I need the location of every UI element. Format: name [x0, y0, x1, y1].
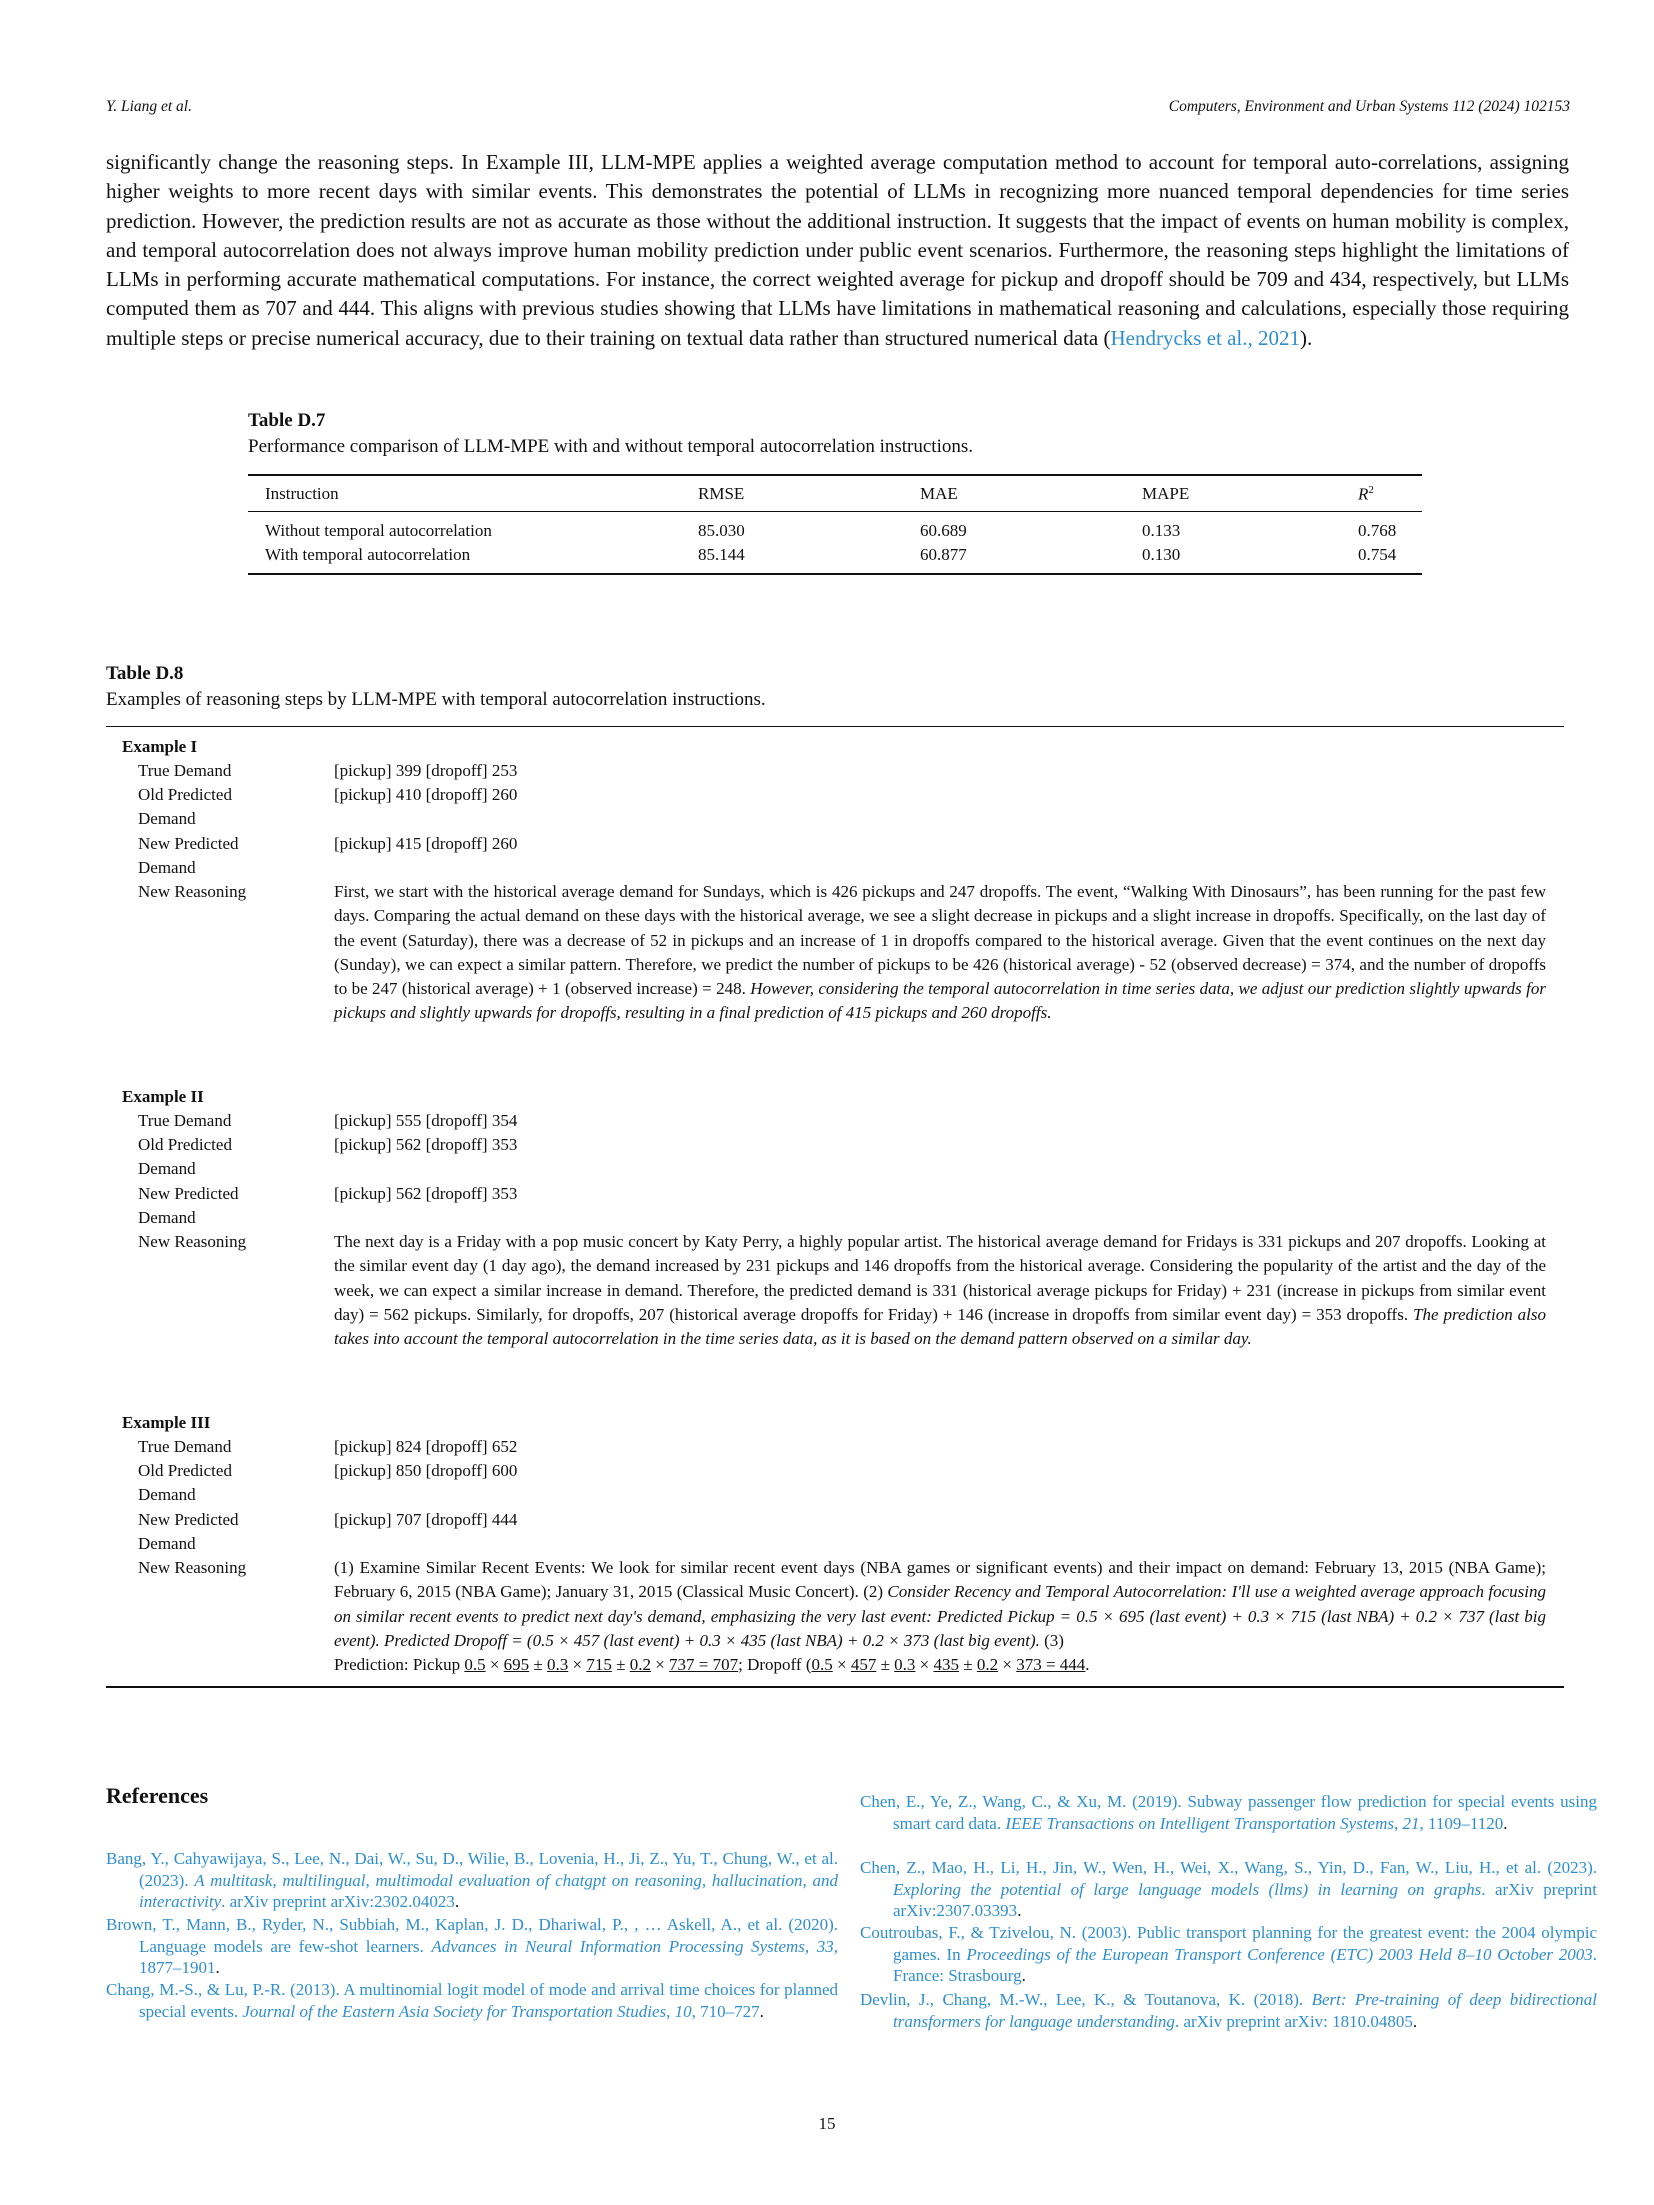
- example-3-reasoning: (1) Examine Similar Recent Events: We look for similar recent event days (NBA games or significant events) and their impact on demand: February 13, 2015 (NBA Game); February 6, 2015 (NBA Game); January 31, 2015 (Classical Music Concert). (2) Consider Recency and Temporal Autocorrelation: I'll use a weighted average approach focusing on similar recent events to predict next day's demand, emphasizing the very last event: Predicted Pickup = 0.5 × 695 (last event) + 0.3 × 715 (last NBA) + 0.2 × 737 (last big event). Predicted Dropoff = (0.5 × 457 (last event) + 0.3 × 435 (last NBA) + 0.2 × 373 (last big event). (3) Prediction: Pickup 0.5 × 695 ± 0.3 × 715 ± 0.2 × 737 = 707; Dropoff (0.5 × 457 ± 0.3 × 435 ± 0.2 × 373 = 444.: [334, 1558, 1546, 1675]
- reference-item[interactable]: Bang, Y., Cahyawijaya, S., Lee, N., Dai, W., Su, D., Wilie, B., Lovenia, H., Ji, Z., Yu, T., Chung, W., et al. (2023). A multitask, multilingual, multimodal evaluation of chatgpt on reasoning, hallucination, and interactivity. arXiv preprint arXiv:2302.04023.: [106, 1849, 838, 1912]
- table-cell: 85.030: [698, 521, 745, 540]
- table-d7-label: Table D.7: [248, 410, 326, 431]
- table-d7-caption: Performance comparison of LLM-MPE with and without temporal autocorrelation instructions.: [248, 436, 973, 457]
- label-new-predicted: New Predicted Demand: [138, 1510, 239, 1554]
- example-3-new-predicted: [pickup] 707 [dropoff] 444: [334, 1510, 518, 1529]
- example-2-true-demand: [pickup] 555 [dropoff] 354: [334, 1111, 518, 1130]
- label-true-demand: True Demand: [138, 1437, 232, 1456]
- table-d8-caption: Examples of reasoning steps by LLM-MPE with temporal autocorrelation instructions.: [106, 689, 766, 710]
- table-d8-bottom-rule: [106, 1686, 1564, 1688]
- label-new-predicted: New Predicted Demand: [138, 834, 239, 878]
- reference-item[interactable]: Brown, T., Mann, B., Ryder, N., Subbiah, M., Kaplan, J. D., Dhariwal, P., , … Askell, A., et al. (2020). Language models are few-shot learners. Advances in Neural Information Processing Systems, 33, 1877–1901.: [106, 1915, 838, 1978]
- table-row: With temporal autocorrelation: [265, 545, 471, 564]
- example-1-title: Example I: [122, 737, 198, 756]
- table-d7-mid-rule: [248, 511, 1422, 512]
- table-d7-top-rule: [248, 474, 1422, 476]
- prediction-line: Prediction: Pickup 0.5 × 695 ± 0.3 × 715 ± 0.2 × 737 = 707; Dropoff (0.5 × 457 ± 0.3 × 435 ± 0.2 × 373 = 444.: [334, 1655, 1090, 1675]
- table-cell: 60.877: [920, 545, 967, 564]
- example-3-title: Example III: [122, 1413, 211, 1432]
- table-d8-label: Table D.8: [106, 663, 184, 684]
- table-cell: 0.768: [1358, 521, 1397, 540]
- table-d7-header-rmse: RMSE: [698, 484, 745, 503]
- label-old-predicted: Old Predicted Demand: [138, 785, 232, 829]
- running-header-authors: Y. Liang et al.: [106, 98, 192, 115]
- example-3-old-predicted: [pickup] 850 [dropoff] 600: [334, 1461, 518, 1480]
- table-d7-header-r2: $R^2$: [1358, 484, 1374, 504]
- example-2-new-predicted: [pickup] 562 [dropoff] 353: [334, 1184, 518, 1203]
- table-cell: 0.130: [1142, 545, 1181, 564]
- example-2-title: Example II: [122, 1087, 204, 1106]
- table-cell: 85.144: [698, 545, 745, 564]
- label-true-demand: True Demand: [138, 761, 232, 780]
- example-3-true-demand: [pickup] 824 [dropoff] 652: [334, 1437, 518, 1456]
- table-d7-header-mape: MAPE: [1142, 484, 1190, 503]
- label-new-predicted: New Predicted Demand: [138, 1184, 239, 1228]
- reference-item[interactable]: Chen, E., Ye, Z., Wang, C., & Xu, M. (2019). Subway passenger flow prediction for special events using smart card data. IEEE Transactions on Intelligent Transportation Systems, 21, 1109–1120.: [860, 1792, 1597, 1833]
- reference-item[interactable]: Devlin, J., Chang, M.-W., Lee, K., & Toutanova, K. (2018). Bert: Pre-training of deep bidirectional transformers for language understanding. arXiv preprint arXiv: 1810.04805.: [860, 1990, 1598, 2031]
- example-1-reasoning: First, we start with the historical average demand for Sundays, which is 426 pickups and 247 dropoffs. The event, “Walking With Dinosaurs”, has been running for the past few days. Comparing the actual demand on these days with the historical average, we see a slight decrease in pickups and a slight increase in dropoffs. Specifically, on the last day of the event (Saturday), there was a decrease of 52 in pickups and an increase of 1 in dropoffs compared to the historical average. Given that the event continues on the next day (Sunday), we can expect a similar pattern. Therefore, we predict the number of pickups to be 426 (historical average) - 52 (observed decrease) = 374, and the number of dropoffs to be 247 (historical average) + 1 (observed increase) = 248. However, considering the temporal autocorrelation in time series data, we adjust our prediction slightly upwards for pickups and slightly upwards for dropoffs, resulting in a final prediction of 415 pickups and 260 dropoffs.: [334, 882, 1546, 1023]
- example-1-new-predicted: [pickup] 415 [dropoff] 260: [334, 834, 518, 853]
- table-d8-top-rule: [106, 726, 1564, 727]
- page-number: 15: [818, 2114, 836, 2133]
- table-cell: 60.689: [920, 521, 967, 540]
- reference-item[interactable]: Chen, Z., Mao, H., Li, H., Jin, W., Wen, H., Wei, X., Wang, S., Yin, D., Fan, W., Liu, H., et al. (2023). Exploring the potential of large language models (llms) in learning on graphs. arXiv preprint arXiv:2307.03393.: [860, 1858, 1598, 1921]
- example-1-old-predicted: [pickup] 410 [dropoff] 260: [334, 785, 518, 804]
- example-2-reasoning: The next day is a Friday with a pop music concert by Katy Perry, a highly popular artist. The historical average demand for Fridays is 331 pickups and 207 dropoffs. Looking at the similar event day (1 day ago), the demand increased by 231 pickups and 146 dropoffs from the historical average. Considering the popularity of the artist and the day of the week, we can expect a similar increase in demand. Therefore, the predicted demand is 331 (historical average pickups for Friday) + 231 (increase in pickups from similar event day) = 562 pickups. Similarly, for dropoffs, 207 (historical average dropoffs for Friday) + 146 (increase in dropoffs from similar event day) = 353 dropoffs. The prediction also takes into account the temporal autocorrelation in the time series data, as it is based on the demand pattern observed on a similar day.: [334, 1232, 1546, 1349]
- label-new-reasoning: New Reasoning: [138, 1558, 247, 1577]
- table-row: Without temporal autocorrelation: [265, 521, 492, 540]
- label-new-reasoning: New Reasoning: [138, 1232, 247, 1251]
- table-d7-bottom-rule: [248, 573, 1422, 575]
- reference-item[interactable]: Chang, M.-S., & Lu, P.-R. (2013). A multinomial logit model of mode and arrival time choices for planned special events. Journal of the Eastern Asia Society for Transportation Studies, 10, 710–727.: [106, 1980, 838, 2021]
- citation-link[interactable]: Hendrycks et al., 2021: [1110, 325, 1301, 350]
- label-old-predicted: Old Predicted Demand: [138, 1461, 232, 1505]
- table-d7-header-instruction: Instruction: [265, 484, 339, 503]
- running-header-journal: Computers, Environment and Urban Systems 112 (2024) 102153: [1168, 98, 1570, 115]
- label-old-predicted: Old Predicted Demand: [138, 1135, 232, 1179]
- references-heading: References: [106, 1783, 209, 1808]
- body-paragraph: significantly change the reasoning steps. In Example III, LLM-MPE applies a weighted average computation method to account for temporal auto-correlations, assigning higher weights to more recent days with similar events. This demonstrates the potential of LLMs in recognizing more nuanced temporal dependencies for time series prediction. However, the prediction results are not as accurate as those without the additional instruction. It suggests that the impact of events on human mobility is complex, and temporal autocorrelation does not always improve human mobility prediction under public event scenarios. Furthermore, the reasoning steps highlight the limitations of LLMs in performing accurate mathematical computations. For instance, the correct weighted average for pickup and dropoff should be 709 and 434, respectively, but LLMs computed them as 707 and 444. This aligns with previous studies showing that LLMs have limitations in mathematical reasoning and calculations, especially those requiring multiple steps or precise numerical accuracy, due to their training on textual data rather than structured numerical data (Hendrycks et al., 2021).: [106, 150, 1569, 350]
- label-true-demand: True Demand: [138, 1111, 232, 1130]
- reference-item[interactable]: Coutroubas, F., & Tzivelou, N. (2003). Public transport planning for the greatest event: the 2004 olympic games. In Proceedings of the European Transport Conference (ETC) 2003 Held 8–10 October 2003. France: Strasbourg.: [860, 1923, 1598, 1986]
- table-cell: 0.133: [1142, 521, 1181, 540]
- label-new-reasoning: New Reasoning: [138, 882, 247, 901]
- table-d7-header-mae: MAE: [920, 484, 958, 503]
- example-2-old-predicted: [pickup] 562 [dropoff] 353: [334, 1135, 518, 1154]
- table-cell: 0.754: [1358, 545, 1397, 564]
- example-1-true-demand: [pickup] 399 [dropoff] 253: [334, 761, 518, 780]
